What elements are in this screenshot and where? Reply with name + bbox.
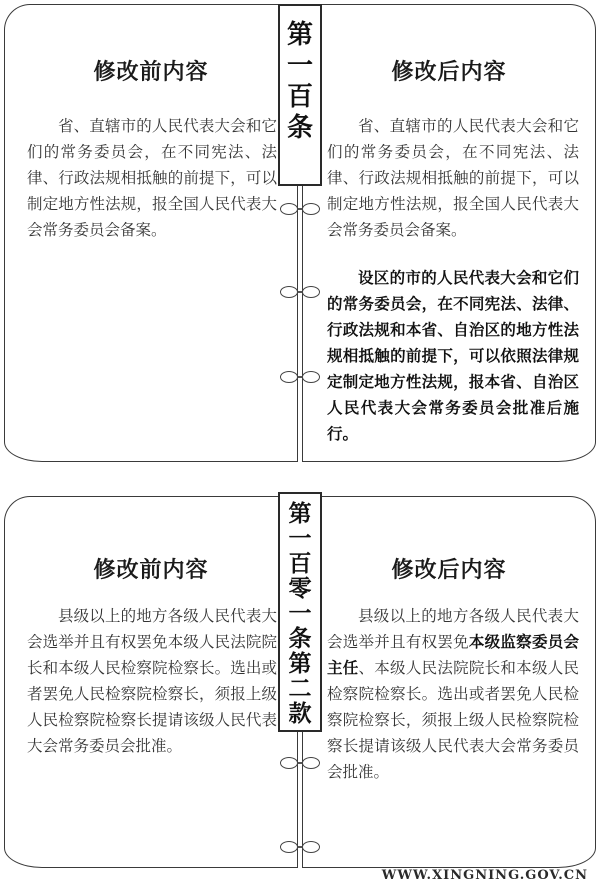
- section2-after-text: [327, 603, 579, 785]
- section2-before-heading: 修改前内容: [93, 558, 209, 583]
- section2-after-text-end: 、本级人民法院院长和本级人民检察院检察长。选出或者罢免人民检察院检察长，须报上级人民检察院检察长提请该级人民代表大会常务委员会批准。: [327, 659, 579, 781]
- binding-ring: [280, 757, 298, 769]
- article-char: 一: [288, 526, 312, 552]
- binding-ring: [280, 203, 298, 215]
- binding-ring: [302, 757, 320, 769]
- section1-article-label: [278, 4, 322, 186]
- binding-ring: [302, 841, 320, 853]
- section1-after-text: 省、直辖市的人民代表大会和它们的常务委员会，在不同宪法、法律、行政法规相抵触的前提下，可以制定地方性法规，报全国人民代表大会常务委员会备案。: [327, 117, 579, 239]
- section2-after-panel: [302, 496, 596, 868]
- article-char: 一: [288, 601, 312, 627]
- section1-after-added-text: 设区的市的人民代表大会和它们的常务委员会，在不同宪法、法律、行政法规和本省、自治区的地方性法规相抵触的前提下，可以依照法律规定制定地方性法规，报本省、自治区人民代表大会常务委员会批准后施行。: [327, 269, 579, 443]
- article-char: 百: [288, 551, 312, 577]
- section2-after-heading: 修改后内容: [391, 558, 507, 583]
- section1-after-panel: [302, 4, 596, 462]
- section1-before-heading: 修改前内容: [93, 60, 209, 85]
- binding-ring: [302, 371, 320, 383]
- section2-after-bold-text: 本级监察委员会主任: [327, 633, 579, 677]
- section2-after-text-start: 县级以上的地方各级人民代表大会选举并且有权罢免: [327, 607, 579, 651]
- article-char: 二: [288, 676, 312, 702]
- article-char: 款: [288, 701, 312, 727]
- site-url-watermark: WWW.XINGNING.GOV.CN: [381, 868, 588, 883]
- binding-ring: [280, 841, 298, 853]
- section1-before-panel: [4, 4, 298, 462]
- article-char: 第: [286, 20, 313, 50]
- section2-article-label: [278, 492, 322, 732]
- section1-before-text: 省、直辖市的人民代表大会和它们的常务委员会，在不同宪法、法律、行政法规相抵触的前提下，可以制定地方性法规，报全国人民代表大会常务委员会备案。: [27, 117, 277, 239]
- section2-before-text: 县级以上的地方各级人民代表大会选举并且有权罢免本级人民法院院长和本级人民检察院检察长。选出或者罢免人民检察院检察长，须报上级人民检察院检察长提请该级人民代表大会常务委员会批准。: [27, 607, 277, 755]
- binding-ring: [280, 286, 298, 298]
- binding-ring: [280, 371, 298, 383]
- article-char: 一: [286, 51, 313, 81]
- article-char: 第: [288, 651, 312, 677]
- section1-after-heading: 修改后内容: [391, 60, 507, 85]
- article-char: 零: [288, 576, 312, 602]
- article-char: 条: [288, 626, 312, 652]
- binding-ring: [302, 203, 320, 215]
- binding-ring: [302, 286, 320, 298]
- section2-before-panel: [4, 496, 298, 868]
- article-char: 百: [286, 82, 313, 112]
- article-char: 条: [286, 113, 313, 143]
- article-char: 第: [288, 501, 312, 527]
